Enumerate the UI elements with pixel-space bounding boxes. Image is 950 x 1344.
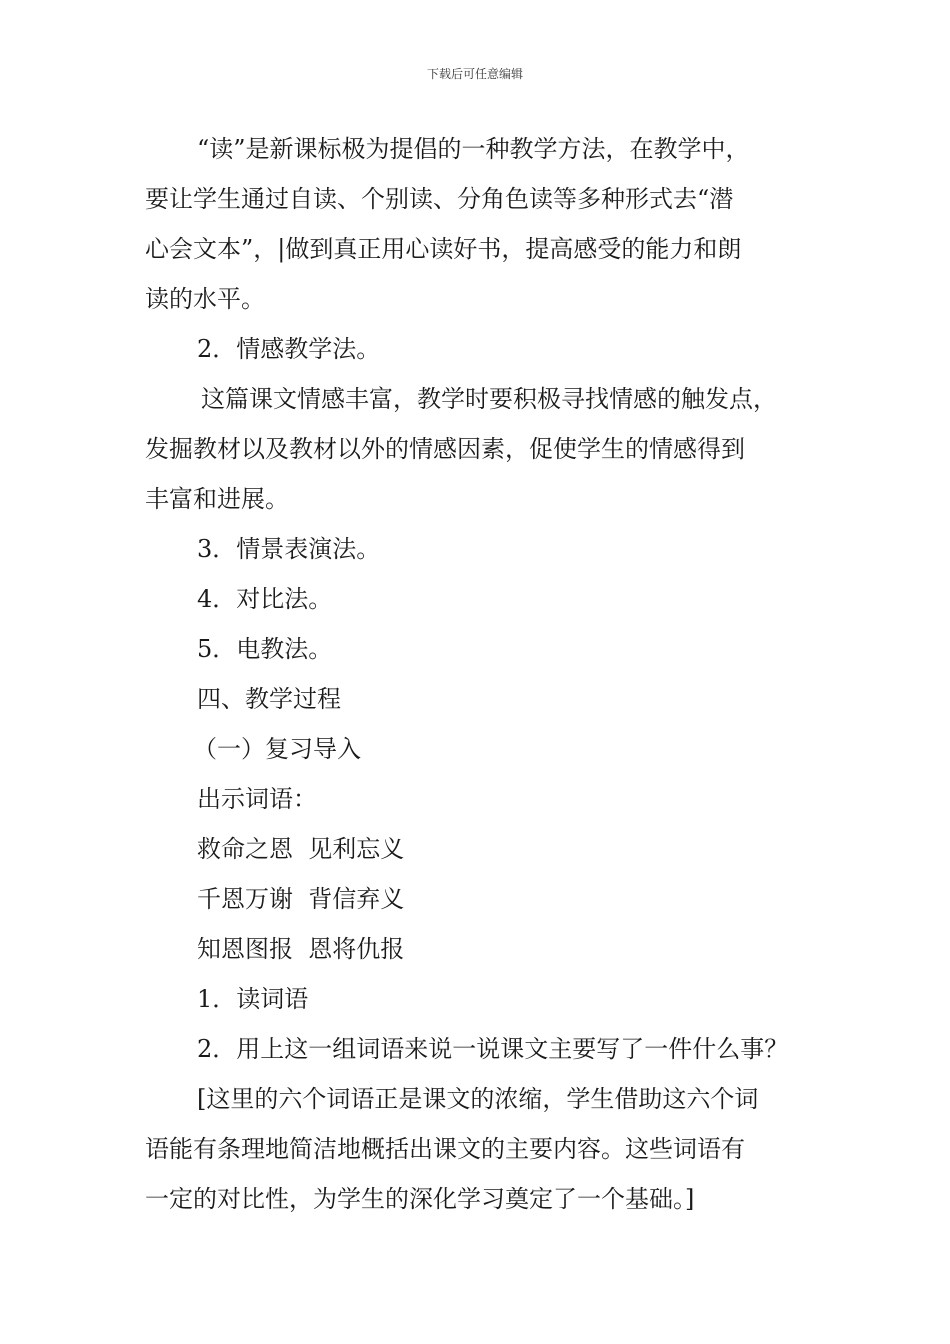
text-line: 丰富和进展。 xyxy=(145,485,289,513)
text-line: [这里的六个词语正是课文的浓缩，学生借助这六个词 xyxy=(197,1085,759,1113)
text-line: 要让学生通过自读、个别读、分角色读等多种形式去“潜 xyxy=(145,185,734,213)
subsection-heading-review: （一）复习导入 xyxy=(193,735,361,763)
paragraph-reading-method xyxy=(145,124,825,324)
paragraph-bracket-note xyxy=(145,1074,825,1224)
list-item-scene-method: 3．情景表演法。 xyxy=(197,535,381,563)
paragraph-emotion-detail xyxy=(145,374,825,524)
text-line: 一定的对比性，为学生的深化学习奠定了一个基础。] xyxy=(145,1185,695,1213)
word-pair-row: 千恩万谢 背信弃义 xyxy=(197,885,405,913)
text-line: 心会文本”，|做到真正用心读好书，提高感受的能力和朗 xyxy=(145,235,742,263)
list-item-summarize-question: 2．用上这一组词语来说一说课文主要写了一件什么事？ xyxy=(197,1035,789,1063)
word-pair-row: 知恩图报 恩将仇报 xyxy=(197,935,405,963)
text-line: 发掘教材以及教材以外的情感因素，促使学生的情感得到 xyxy=(145,435,745,463)
text-line: 这篇课文情感丰富，教学时要积极寻找情感的触发点， xyxy=(201,385,777,413)
document-body xyxy=(145,124,825,1224)
list-item-read-words: 1．读词语 xyxy=(197,985,309,1013)
section-heading-teaching-process: 四、教学过程 xyxy=(197,685,341,713)
text-line: 读的水平。 xyxy=(145,285,265,313)
show-words-label: 出示词语： xyxy=(197,785,317,813)
word-pair-row: 救命之恩 见利忘义 xyxy=(197,835,405,863)
list-item-contrast-method: 4．对比法。 xyxy=(197,585,333,613)
page-header: 下载后可任意编辑 xyxy=(426,67,523,81)
text-line: “读”是新课标极为提倡的一种教学方法，在教学中， xyxy=(197,135,750,163)
list-item-emotion-method: 2．情感教学法。 xyxy=(197,335,381,363)
text-line: 语能有条理地简洁地概括出课文的主要内容。这些词语有 xyxy=(145,1135,745,1163)
list-item-media-method: 5．电教法。 xyxy=(197,635,333,663)
